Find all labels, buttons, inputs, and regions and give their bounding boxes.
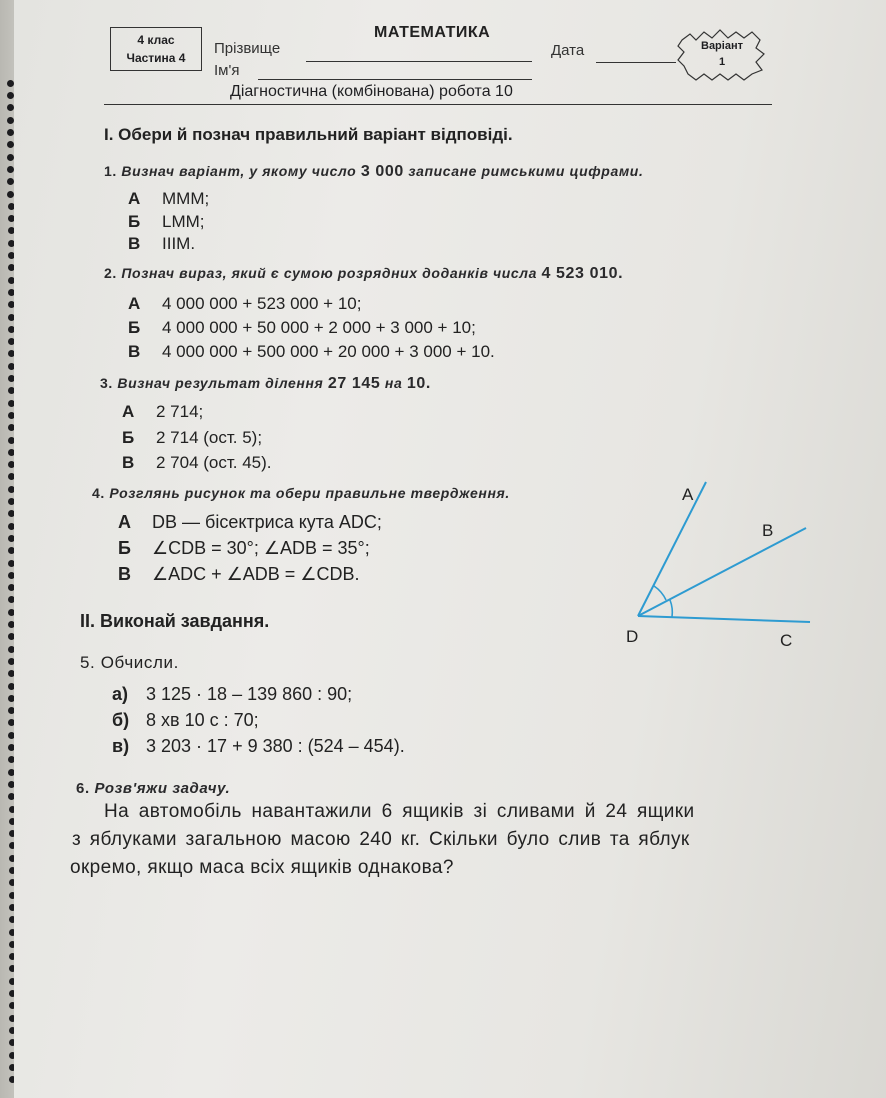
header-divider [104, 104, 772, 105]
q3-dividend: 27 145 [327, 375, 381, 392]
option-letter: В [118, 564, 131, 584]
q1-option-a[interactable] [128, 189, 209, 209]
q3-number: 3. [100, 375, 113, 391]
option-letter: А [118, 512, 131, 532]
q1-option-c[interactable] [128, 234, 195, 254]
variant-label: Варіант [701, 40, 743, 52]
option-letter: А [122, 402, 135, 421]
binding-hole [7, 117, 14, 124]
item-text: 8 хв 10 с : 70; [146, 710, 259, 730]
option-text: MMM; [162, 189, 210, 208]
task6-line-1: На автомобіль навантажили 6 ящиків зі сливами й 24 ящики [104, 801, 695, 822]
item-text: 3 203 · 17 + 9 380 : (524 – 454). [146, 736, 405, 756]
q2-number: 2. [104, 265, 117, 281]
option-text: 4 000 000 + 523 000 + 10; [162, 294, 362, 313]
q1-number-highlight: 3 000 [360, 163, 404, 180]
option-letter: А [128, 294, 141, 313]
item-text: 3 125 · 18 – 139 860 : 90; [146, 684, 353, 704]
q3-text: Визнач результат ділення [117, 375, 324, 391]
q2-text: Познач вираз, який є сумою розрядних доданків числа [121, 265, 537, 281]
section2-title: II. Виконай завдання. [80, 611, 270, 631]
variant-number: 1 [718, 56, 726, 68]
task6-heading [76, 780, 230, 797]
variant-badge [676, 24, 768, 84]
task5-text: Обчисли. [100, 653, 179, 672]
task5-item-b [112, 710, 259, 731]
item-letter: а) [112, 684, 129, 704]
variant-frame-icon [676, 24, 768, 84]
option-text: ∠CDB = 30°; ∠ADB = 35°; [152, 538, 370, 558]
task5-item-a [112, 684, 352, 705]
q2-option-c[interactable] [128, 342, 495, 362]
option-text: 2 714 (ост. 5); [156, 428, 263, 447]
option-letter: В [128, 342, 141, 361]
option-text: 2 704 (ост. 45). [156, 453, 272, 472]
option-text: 2 714; [156, 402, 204, 421]
binding-hole [7, 129, 14, 136]
q1-text-after: записане римськими цифрами. [408, 163, 644, 179]
ray-db [638, 528, 806, 616]
label-c: C [780, 631, 793, 650]
task6-line-2: з яблуками загальною масою 240 кг. Скільки було слив та яблук [72, 829, 690, 850]
binding-hole [7, 80, 14, 87]
task5-item-c [112, 736, 405, 757]
option-text: DB — бісектриса кута ADC; [152, 512, 382, 532]
date-field[interactable] [596, 62, 676, 63]
q3-option-b[interactable] [122, 428, 262, 448]
work-title: Діагностична (комбінована) робота 10 [230, 83, 513, 100]
date-label: Дата [551, 42, 585, 59]
section1-title: I. Обери й познач правильний варіант відповіді. [104, 125, 513, 144]
q1-option-b[interactable] [128, 212, 205, 232]
option-letter: В [122, 453, 135, 472]
question-1 [104, 163, 643, 181]
option-text: IIIM. [162, 234, 196, 253]
ray-dc [638, 616, 810, 622]
q2-option-b[interactable] [128, 318, 476, 338]
task6-text: Розв'яжи задачу. [94, 780, 231, 797]
q3-option-c[interactable] [122, 453, 272, 473]
binding-hole [7, 154, 14, 161]
option-letter: Б [122, 428, 135, 447]
q2-number-highlight: 4 523 010. [541, 265, 624, 282]
question-3 [100, 375, 431, 393]
q1-number: 1. [104, 163, 117, 179]
task5-number: 5. [80, 653, 96, 672]
part-label: Частина 4 [126, 51, 186, 65]
option-letter: Б [128, 318, 141, 337]
label-a: A [682, 485, 694, 504]
surname-field[interactable] [306, 61, 532, 62]
label-d: D [626, 627, 639, 646]
item-letter: в) [112, 736, 130, 756]
q4-option-a[interactable] [118, 512, 382, 533]
option-letter: А [128, 189, 141, 208]
q2-option-a[interactable] [128, 294, 361, 314]
question-2 [104, 265, 623, 283]
label-b: B [762, 521, 774, 540]
binding-hole [7, 166, 14, 173]
q4-number: 4. [92, 485, 105, 501]
task5-heading [80, 653, 179, 673]
option-text: 4 000 000 + 50 000 + 2 000 + 3 000 + 10; [162, 318, 476, 337]
option-text: ∠ADC + ∠ADB = ∠CDB. [152, 564, 360, 584]
surname-label: Прізвище [214, 40, 281, 57]
item-letter: б) [112, 710, 130, 730]
binding-hole [7, 191, 14, 198]
task6-line-3: окремо, якщо маса всіх ящиків однакова? [70, 857, 454, 878]
q1-text: Визнач варіант, у якому число [121, 163, 357, 179]
option-letter: В [128, 234, 141, 253]
q3-text-mid: на [384, 375, 403, 391]
name-label: Ім'я [214, 62, 240, 79]
q3-divisor: 10. [406, 375, 431, 392]
option-text: LMM; [162, 212, 205, 231]
q4-text: Розглянь рисунок та обери правильне твердження. [109, 485, 510, 501]
q3-option-a[interactable] [122, 402, 203, 422]
angle-arc-adb [654, 586, 666, 600]
angle-figure [600, 470, 840, 660]
question-4 [92, 485, 510, 501]
ray-da [638, 482, 706, 616]
option-text: 4 000 000 + 500 000 + 20 000 + 3 000 + 10. [162, 342, 495, 361]
subject-title: МАТЕМАТИКА [374, 24, 491, 41]
q4-option-b[interactable] [118, 538, 370, 559]
task6-number: 6. [76, 780, 90, 797]
q4-option-c[interactable] [118, 564, 359, 585]
grade-box [110, 27, 202, 71]
grade-label: 4 клас [137, 33, 175, 47]
option-letter: Б [118, 538, 131, 558]
name-field[interactable] [258, 79, 532, 80]
option-letter: Б [128, 212, 141, 231]
angle-arc-bdc [670, 600, 672, 617]
